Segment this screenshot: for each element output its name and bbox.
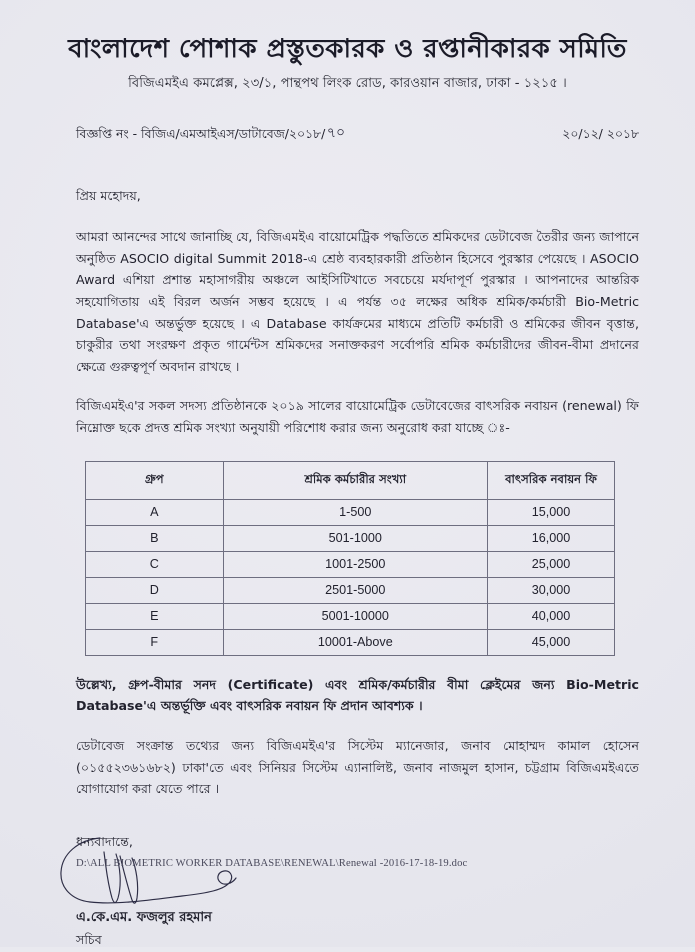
table-header-row	[86, 461, 615, 499]
table-row	[86, 525, 615, 551]
letter-body-lower	[76, 674, 639, 800]
cell-fee: 25,000	[488, 551, 615, 577]
table-row	[86, 499, 615, 525]
letter-date: ২০/১২/ ২০১৮	[562, 125, 639, 141]
cell-workers: 10001-Above	[223, 629, 488, 655]
reference-number-handwritten: ৭০	[326, 124, 346, 142]
cell-group: C	[86, 551, 224, 577]
cell-fee: 45,000	[488, 629, 615, 655]
cell-workers: 501-1000	[223, 525, 488, 551]
fee-table	[85, 461, 615, 656]
column-header-worker-count: শ্রমিক কর্মচারীর সংখ্যা	[223, 461, 488, 499]
cell-group: D	[86, 577, 224, 603]
cell-group: A	[86, 499, 224, 525]
closing-salutation: ধন্যবাদান্তে,	[76, 834, 133, 850]
table-row	[86, 551, 615, 577]
cell-group: B	[86, 525, 224, 551]
cell-workers: 5001-10000	[223, 603, 488, 629]
cell-fee: 30,000	[488, 577, 615, 603]
cell-group: F	[86, 629, 224, 655]
letter-body	[76, 188, 639, 439]
document-file-path: D:\ALL BIOMETRIC WORKER DATABASE\RENEWAL\Renewal -2016-17-18-19.doc	[76, 858, 468, 869]
salutation: প্রিয় মহোদয়,	[76, 187, 141, 203]
paragraph-four: ডেটাবেজ সংক্রান্ত তথ্যের জন্য বিজিএমইএ'র সিস্টেম ম্যানেজার, জনাব মোহাম্মদ কামাল হোসেন (০১৫৫২৩৬১৬৮২) ঢাকা'তে এবং সিনিয়র সিস্টেম এ্যানালিষ্ট, জনাব নাজমুল হাসান, চট্টগ্রাম বিজিএমইএতে যোগাযোগ করা যেতে পারে ।	[76, 738, 639, 797]
signatory-designation: সচিব	[76, 932, 102, 948]
fee-table-wrapper	[85, 461, 615, 656]
cell-fee: 15,000	[488, 499, 615, 525]
column-header-group: গ্রুপ	[86, 461, 224, 499]
letterhead	[0, 0, 695, 95]
paragraph-three: উল্লেখ্য, গ্রুপ-বীমার সনদ (Certificate) এবং শ্রমিক/কর্মচারীর বীমা ক্লেইমের জন্য Bio-Metric Database'এ অন্তর্ভূক্তি এবং বাৎসরিক নবায়ন ফি প্রদান আবশ্যক ।	[76, 676, 639, 714]
signature-block	[76, 834, 695, 952]
column-header-renewal-fee: বাৎসরিক নবায়ন ফি	[488, 461, 615, 499]
reference-line	[76, 122, 639, 146]
cell-workers: 1-500	[223, 499, 488, 525]
reference-number-group	[76, 122, 345, 146]
cell-group: E	[86, 603, 224, 629]
cell-workers: 1001-2500	[223, 551, 488, 577]
cell-fee: 16,000	[488, 525, 615, 551]
reference-number-label: বিজ্ঞপ্তি নং - বিজিএ/এমআইএস/ডাটাবেজ/২০১৮/	[76, 125, 326, 141]
paragraph-two: বিজিএমইএ'র সকল সদস্য প্রতিষ্ঠানকে ২০১৯ সালের বায়োমেট্রিক ডেটাবেজের বাৎসরিক নবায়ন (renewal) ফি নিম্নোক্ত ছকে প্রদত্ত শ্রমিক সংখ্যা অনুযায়ী পরিশোধ করার জন্য অনুরোধ করা যাচ্ছে ঃ-	[76, 398, 639, 436]
table-row	[86, 577, 615, 603]
paragraph-one: আমরা আনন্দের সাথে জানাচ্ছি যে, বিজিএমইএ বায়োমেট্রিক পদ্ধতিতে শ্রমিকদের ডেটাবেজ তৈরীর জন্য জাপানে অনুষ্ঠিত ASOCIO digital Summit 2018-এ শ্রেষ্ঠ ব্যবহারকারী প্রতিষ্ঠান হিসেবে পুরস্কার পেয়েছে । ASOCIO Award এশিয়া প্রশান্ত মহাসাগরীয় অঞ্চলে আইসিটিখাতে সবচেয়ে মর্যদাপূর্ণ পুরস্কার । আপনাদের আন্তরিক সহযোগিতায় এই বিরল অর্জন সম্ভব হয়েছে । এ পর্যন্ত ৩৫ লক্ষের অধিক শ্রমিক/কর্মচারী Bio-Metric Database'এ অন্তর্ভুক্ত হয়েছে । এ Database কার্যক্রমের মাধ্যমে প্রতিটি কর্মচারী ও শ্রমিকের জীবন বৃত্তান্ত, চাকুরীর তথা সংরক্ষণ প্রকৃত গার্মেন্টস শ্রমিকদের সনাক্তকরণ সর্বোপরি শ্রমিক কর্মচারীদের জীবন-বীমা প্রদানের ক্ষেত্রে গুরুত্বপূর্ণ অবদান রাখছে ।	[76, 228, 639, 374]
organization-title: বাংলাদেশ পোশাক প্রস্তুতকারক ও রপ্তানীকারক সমিতি	[68, 34, 627, 64]
cell-fee: 40,000	[488, 603, 615, 629]
table-row	[86, 603, 615, 629]
cell-workers: 2501-5000	[223, 577, 488, 603]
signatory-name: এ.কে.এম. ফজলুর রহমান	[76, 910, 212, 926]
table-row	[86, 629, 615, 655]
organization-address: বিজিএমইএ কমপ্লেক্স, ২৩/১, পান্থপথ লিংক রোড, কারওয়ান বাজার, ঢাকা - ১২১৫ ।	[128, 75, 567, 91]
